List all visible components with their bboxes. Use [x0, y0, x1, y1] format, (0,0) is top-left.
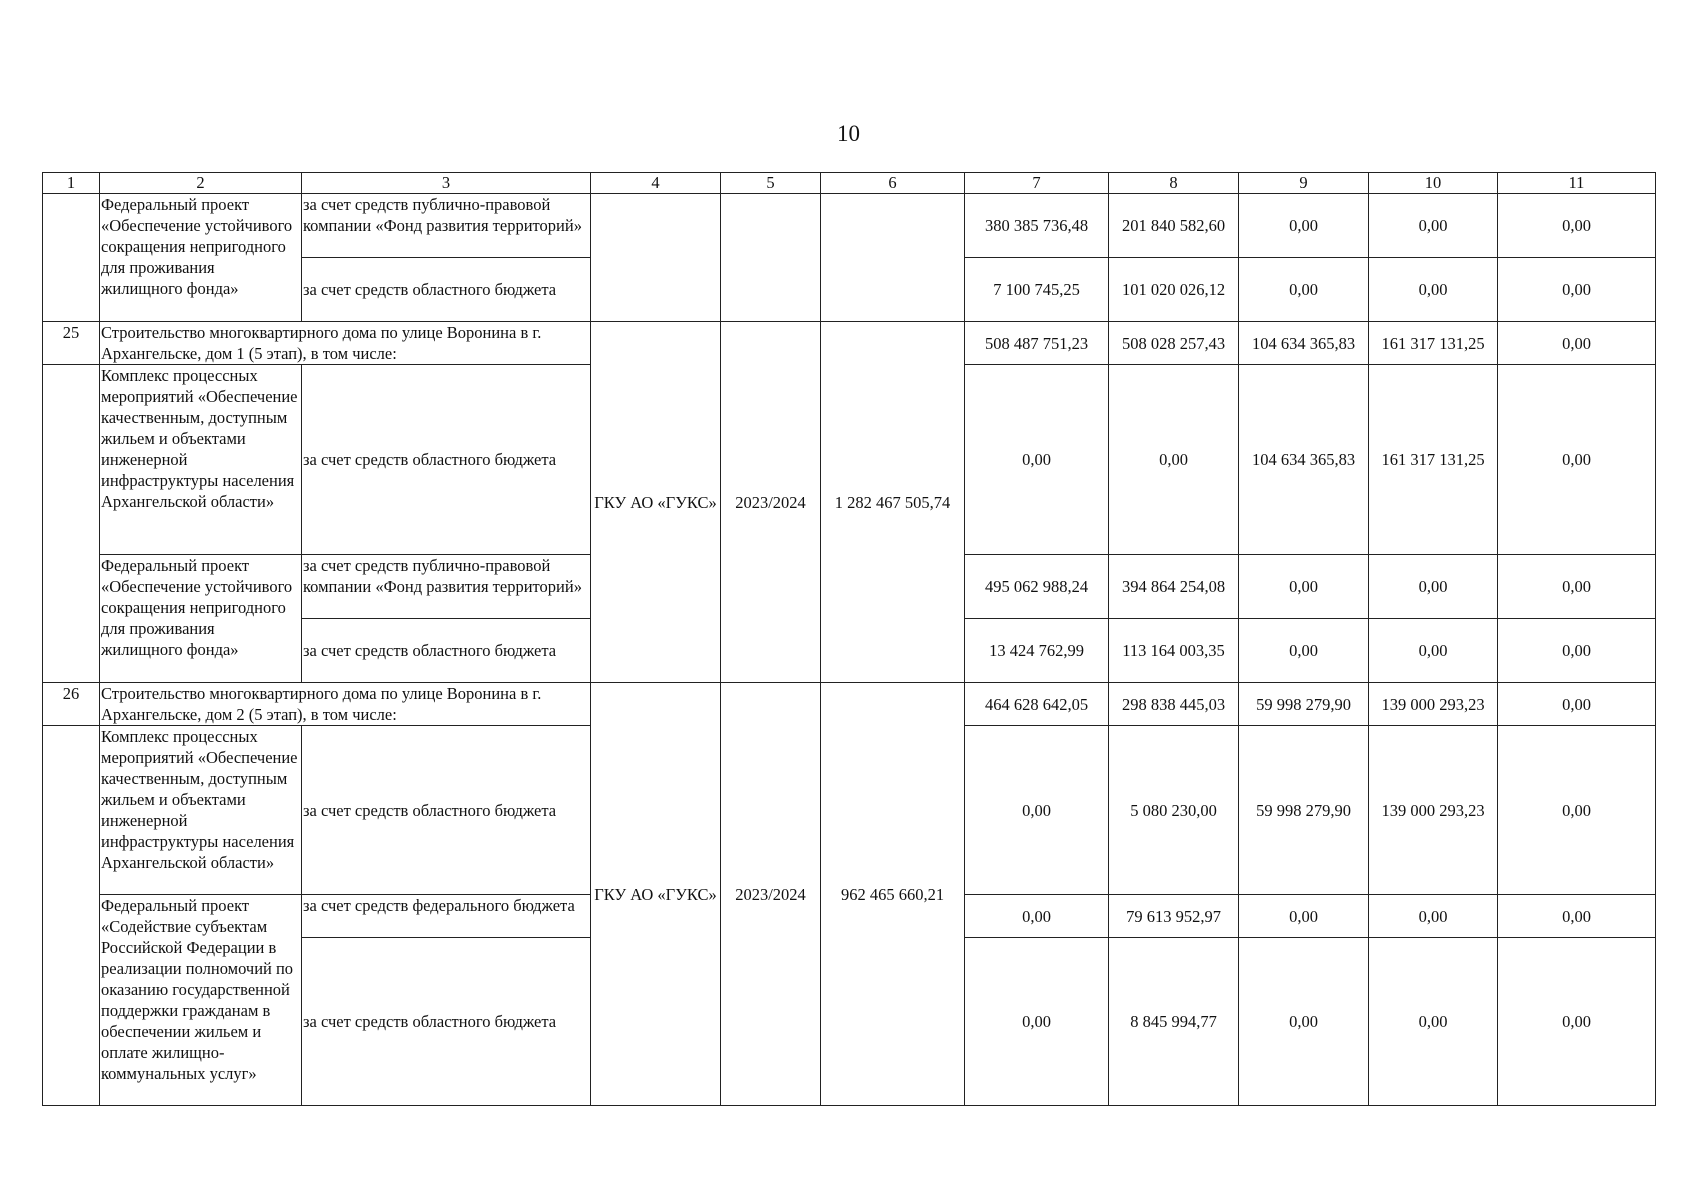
- amount-cell: 139 000 293,23: [1369, 726, 1498, 895]
- funding-source: за счет средств областного бюджета: [302, 726, 591, 895]
- amount-cell: 8 845 994,77: [1109, 938, 1239, 1106]
- table-row: [43, 322, 1656, 365]
- total-cost: 1 282 467 505,74: [821, 322, 965, 683]
- funding-source: за счет средств публично-правовой компании «Фонд развития территорий»: [302, 194, 591, 258]
- col-header: 7: [965, 173, 1109, 194]
- amount-cell: 201 840 582,60: [1109, 194, 1239, 258]
- amount-cell: 0,00: [1498, 194, 1656, 258]
- amount-cell: 0,00: [965, 938, 1109, 1106]
- amount-cell: 0,00: [1369, 619, 1498, 683]
- program-name: Комплекс процессных мероприятий «Обеспечение качественным, доступным жильем и объектами инженерной инфраструктуры населения Архангельской области»: [100, 365, 302, 555]
- amount-cell: 59 998 279,90: [1239, 683, 1369, 726]
- funding-source: за счет средств областного бюджета: [302, 938, 591, 1106]
- budget-table: [42, 172, 1656, 1106]
- amount-cell: 0,00: [1498, 258, 1656, 322]
- col-header: 11: [1498, 173, 1656, 194]
- amount-cell: 0,00: [965, 895, 1109, 938]
- amount-cell: 0,00: [1239, 619, 1369, 683]
- amount-cell: 0,00: [1498, 555, 1656, 619]
- amount-cell: 139 000 293,23: [1369, 683, 1498, 726]
- col-header: 8: [1109, 173, 1239, 194]
- amount-cell: 298 838 445,03: [1109, 683, 1239, 726]
- amount-cell: 0,00: [965, 726, 1109, 895]
- row-number: 25: [43, 322, 100, 365]
- amount-cell: 0,00: [1498, 938, 1656, 1106]
- amount-cell: 0,00: [965, 365, 1109, 555]
- amount-cell: 508 487 751,23: [965, 322, 1109, 365]
- row-number: 26: [43, 683, 100, 726]
- amount-cell: 0,00: [1109, 365, 1239, 555]
- amount-cell: 0,00: [1498, 619, 1656, 683]
- amount-cell: 0,00: [1239, 194, 1369, 258]
- project-name: Федеральный проект «Обеспечение устойчивого сокращения непригодного для проживания жилищного фонда»: [100, 194, 302, 322]
- object-title: Строительство многоквартирного дома по улице Воронина в г. Архангельске, дом 2 (5 этап), в том числе:: [100, 683, 591, 726]
- col-header: 5: [721, 173, 821, 194]
- column-number-row: [43, 173, 1656, 194]
- funding-source: за счет средств федерального бюджета: [302, 895, 591, 938]
- amount-cell: 394 864 254,08: [1109, 555, 1239, 619]
- table-row: [43, 683, 1656, 726]
- amount-cell: 0,00: [1369, 194, 1498, 258]
- period: 2023/2024: [721, 322, 821, 683]
- amount-cell: 464 628 642,05: [965, 683, 1109, 726]
- amount-cell: 0,00: [1239, 555, 1369, 619]
- amount-cell: 79 613 952,97: [1109, 895, 1239, 938]
- amount-cell: 101 020 026,12: [1109, 258, 1239, 322]
- amount-cell: 7 100 745,25: [965, 258, 1109, 322]
- amount-cell: 0,00: [1239, 938, 1369, 1106]
- period: 2023/2024: [721, 683, 821, 1106]
- amount-cell: 380 385 736,48: [965, 194, 1109, 258]
- amount-cell: 495 062 988,24: [965, 555, 1109, 619]
- amount-cell: 104 634 365,83: [1239, 365, 1369, 555]
- amount-cell: 508 028 257,43: [1109, 322, 1239, 365]
- amount-cell: 59 998 279,90: [1239, 726, 1369, 895]
- amount-cell: 0,00: [1498, 683, 1656, 726]
- col-header: 6: [821, 173, 965, 194]
- amount-cell: 0,00: [1239, 895, 1369, 938]
- funding-source: за счет средств областного бюджета: [302, 619, 591, 683]
- amount-cell: 0,00: [1239, 258, 1369, 322]
- row-number-cell: [43, 194, 100, 322]
- amount-cell: 161 317 131,25: [1369, 322, 1498, 365]
- executor: ГКУ АО «ГУКС»: [591, 322, 721, 683]
- amount-cell: 0,00: [1369, 555, 1498, 619]
- funding-source: за счет средств публично-правовой компании «Фонд развития территорий»: [302, 555, 591, 619]
- row-number-cell: [43, 365, 100, 683]
- row-number-cell: [43, 726, 100, 1106]
- col-header: 10: [1369, 173, 1498, 194]
- col-header: 2: [100, 173, 302, 194]
- amount-cell: 0,00: [1498, 895, 1656, 938]
- amount-cell: 104 634 365,83: [1239, 322, 1369, 365]
- amount-cell: 5 080 230,00: [1109, 726, 1239, 895]
- amount-cell: 0,00: [1369, 895, 1498, 938]
- program-name: Комплекс процессных мероприятий «Обеспечение качественным, доступным жильем и объектами инженерной инфраструктуры населения Архангельской области»: [100, 726, 302, 895]
- cost-cell: [821, 194, 965, 322]
- executor-cell: [591, 194, 721, 322]
- total-cost: 962 465 660,21: [821, 683, 965, 1106]
- col-header: 3: [302, 173, 591, 194]
- amount-cell: 0,00: [1498, 365, 1656, 555]
- col-header: 9: [1239, 173, 1369, 194]
- object-title: Строительство многоквартирного дома по улице Воронина в г. Архангельске, дом 1 (5 этап), в том числе:: [100, 322, 591, 365]
- project-name: Федеральный проект «Содействие субъектам Российской Федерации в реализации полномочий по оказанию государственной поддержки гражданам в обеспечении жильем и оплате жилищно-коммунальных услуг»: [100, 895, 302, 1106]
- period-cell: [721, 194, 821, 322]
- page-number: 10: [837, 121, 860, 146]
- amount-cell: 113 164 003,35: [1109, 619, 1239, 683]
- amount-cell: 0,00: [1498, 726, 1656, 895]
- project-name: Федеральный проект «Обеспечение устойчивого сокращения непригодного для проживания жилищного фонда»: [100, 555, 302, 683]
- col-header: 4: [591, 173, 721, 194]
- table-row: [43, 194, 1656, 258]
- amount-cell: 161 317 131,25: [1369, 365, 1498, 555]
- executor: ГКУ АО «ГУКС»: [591, 683, 721, 1106]
- amount-cell: 13 424 762,99: [965, 619, 1109, 683]
- amount-cell: 0,00: [1369, 258, 1498, 322]
- col-header: 1: [43, 173, 100, 194]
- funding-source: за счет средств областного бюджета: [302, 258, 591, 322]
- amount-cell: 0,00: [1369, 938, 1498, 1106]
- amount-cell: 0,00: [1498, 322, 1656, 365]
- funding-source: за счет средств областного бюджета: [302, 365, 591, 555]
